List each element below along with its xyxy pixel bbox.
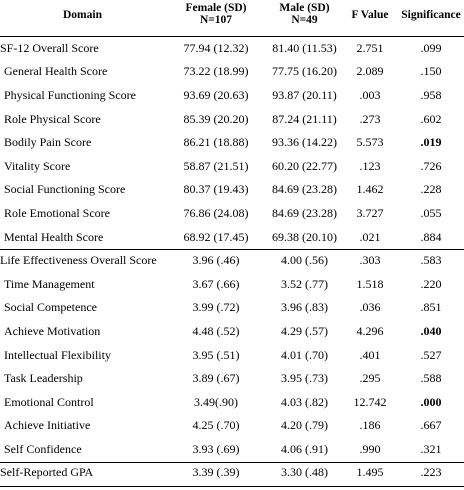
f-value: 5.573 xyxy=(356,135,384,150)
section-rule-sf12 xyxy=(0,249,464,250)
section-rule-life xyxy=(0,462,464,463)
row-label: Role Physical Score xyxy=(4,111,101,126)
female-value: 76.86 (24.08) xyxy=(183,205,249,220)
table-row xyxy=(0,366,464,390)
table-row xyxy=(0,154,464,178)
table-row xyxy=(0,36,464,60)
f-value: 12.742 xyxy=(353,394,387,409)
significance-value: .223 xyxy=(420,465,442,480)
row-label: Bodily Pain Score xyxy=(4,135,92,150)
female-value: 93.69 (20.63) xyxy=(183,87,249,102)
f-value: 3.727 xyxy=(356,205,384,220)
female-value: 77.94 (12.32) xyxy=(183,40,249,55)
header-domain: Domain xyxy=(63,9,102,21)
female-value: 3.99 (.72) xyxy=(192,300,240,315)
table-body xyxy=(0,36,464,484)
table-row xyxy=(0,130,464,154)
row-label: Emotional Control xyxy=(4,394,94,409)
significance-value: .667 xyxy=(420,418,442,433)
row-label: General Health Score xyxy=(4,64,108,79)
female-value: 3.93 (.69) xyxy=(192,441,240,456)
significance-value: .040 xyxy=(420,323,442,338)
significance-value: .583 xyxy=(420,253,442,268)
female-value: 3.39 (.39) xyxy=(192,465,240,480)
header-male-n: N=49 xyxy=(291,14,318,26)
row-label: SF-12 Overall Score xyxy=(0,40,99,55)
significance-value: .055 xyxy=(420,205,442,220)
table-header xyxy=(0,0,464,36)
f-value: .990 xyxy=(359,441,381,456)
f-value: 2.751 xyxy=(356,40,384,55)
header-significance: Significance xyxy=(401,9,461,21)
table-row xyxy=(0,83,464,107)
f-value: .186 xyxy=(359,418,381,433)
row-label: Life Effectiveness Overall Score xyxy=(0,253,157,268)
row-label: Vitality Score xyxy=(4,158,71,173)
female-value: 85.39 (20.20) xyxy=(183,111,249,126)
f-value: 1.495 xyxy=(356,465,384,480)
significance-value: .099 xyxy=(420,40,442,55)
row-label: Role Emotional Score xyxy=(4,205,110,220)
header-female xyxy=(165,0,267,36)
male-value: 81.40 (11.53) xyxy=(272,40,337,55)
row-label: Mental Health Score xyxy=(4,229,104,244)
female-value: 3.89 (.67) xyxy=(192,371,240,386)
row-label: Social Competence xyxy=(4,300,97,315)
row-label: Time Management xyxy=(4,276,95,291)
f-value: .021 xyxy=(359,229,381,244)
female-value: 73.22 (18.99) xyxy=(183,64,249,79)
table-row xyxy=(0,414,464,438)
table-row xyxy=(0,437,464,461)
f-value: .036 xyxy=(359,300,381,315)
f-value: .273 xyxy=(359,111,381,126)
female-value: 3.49(.90) xyxy=(194,394,238,409)
table-row xyxy=(0,178,464,202)
f-value: 1.518 xyxy=(356,276,384,291)
row-label: Social Functioning Score xyxy=(4,182,126,197)
row-label: Achieve Initiative xyxy=(4,418,91,433)
f-value: .003 xyxy=(359,87,381,102)
male-value: 77.75 (16.20) xyxy=(272,64,337,79)
f-value: 1.462 xyxy=(356,182,384,197)
header-male xyxy=(267,0,342,36)
header-rule xyxy=(0,36,464,37)
significance-value: .220 xyxy=(420,276,442,291)
male-value: 3.52 (.77) xyxy=(281,276,328,291)
row-label: Achieve Motivation xyxy=(4,323,101,338)
f-value: 2.089 xyxy=(356,64,384,79)
significance-value: .150 xyxy=(420,64,442,79)
male-value: 4.01 (.70) xyxy=(281,347,328,362)
row-label: Physical Functioning Score xyxy=(4,87,136,102)
significance-value: .884 xyxy=(420,229,442,244)
female-value: 3.67 (.66) xyxy=(192,276,240,291)
female-value: 86.21 (18.88) xyxy=(183,135,249,150)
bottom-rule xyxy=(0,486,464,487)
table-row xyxy=(0,390,464,414)
significance-value: .000 xyxy=(420,394,442,409)
table-row xyxy=(0,461,464,485)
female-value: 58.87 (21.51) xyxy=(183,158,249,173)
male-value: 69.38 (20.10) xyxy=(272,229,337,244)
table-row xyxy=(0,107,464,131)
f-value: 4.296 xyxy=(356,323,384,338)
f-value: .123 xyxy=(359,158,381,173)
f-value: .295 xyxy=(359,371,381,386)
table-row xyxy=(0,343,464,367)
female-value: 3.96 (.46) xyxy=(192,253,240,268)
row-label: Task Leadership xyxy=(4,371,83,386)
significance-value: .602 xyxy=(420,111,442,126)
header-female-n: N=107 xyxy=(199,14,233,26)
male-value: 4.20 (.79) xyxy=(281,418,328,433)
male-value: 4.29 (.57) xyxy=(281,323,328,338)
female-value: 4.48 (.52) xyxy=(192,323,240,338)
significance-value: .019 xyxy=(420,135,442,150)
significance-value: .527 xyxy=(420,347,442,362)
table-row xyxy=(0,60,464,84)
significance-value: .321 xyxy=(420,441,442,456)
row-label: Self-Reported GPA xyxy=(0,465,94,480)
male-value: 4.00 (.56) xyxy=(281,253,328,268)
male-value: 3.95 (.73) xyxy=(281,371,328,386)
table-row xyxy=(0,296,464,320)
header-f-value: F Value xyxy=(351,9,389,21)
male-value: 3.30 (.48) xyxy=(281,465,328,480)
significance-value: .588 xyxy=(420,371,442,386)
significance-value: .726 xyxy=(420,158,442,173)
male-value: 4.03 (.82) xyxy=(281,394,328,409)
row-label: Intellectual Flexibility xyxy=(4,347,111,362)
table-row xyxy=(0,319,464,343)
significance-value: .851 xyxy=(420,300,442,315)
male-value: 3.96 (.83) xyxy=(281,300,328,315)
table-row xyxy=(0,248,464,272)
female-value: 4.25 (.70) xyxy=(192,418,240,433)
header-male-label: Male (SD) xyxy=(279,2,330,14)
male-value: 4.06 (.91) xyxy=(281,441,328,456)
table-row xyxy=(0,225,464,249)
male-value: 87.24 (21.11) xyxy=(272,111,337,126)
table-row xyxy=(0,201,464,225)
header-female-label: Female (SD) xyxy=(185,2,247,14)
male-value: 84.69 (23.28) xyxy=(272,205,337,220)
male-value: 93.36 (14.22) xyxy=(272,135,337,150)
male-value: 84.69 (23.28) xyxy=(272,182,337,197)
f-value: .303 xyxy=(359,253,381,268)
f-value: .401 xyxy=(359,347,381,362)
row-label: Self Confidence xyxy=(4,441,82,456)
male-value: 93.87 (20.11) xyxy=(272,87,337,102)
table-row xyxy=(0,272,464,296)
female-value: 68.92 (17.45) xyxy=(183,229,249,244)
male-value: 60.20 (22.77) xyxy=(272,158,337,173)
female-value: 3.95 (.51) xyxy=(192,347,240,362)
female-value: 80.37 (19.43) xyxy=(183,182,249,197)
significance-value: .228 xyxy=(420,182,442,197)
significance-value: .958 xyxy=(420,87,442,102)
